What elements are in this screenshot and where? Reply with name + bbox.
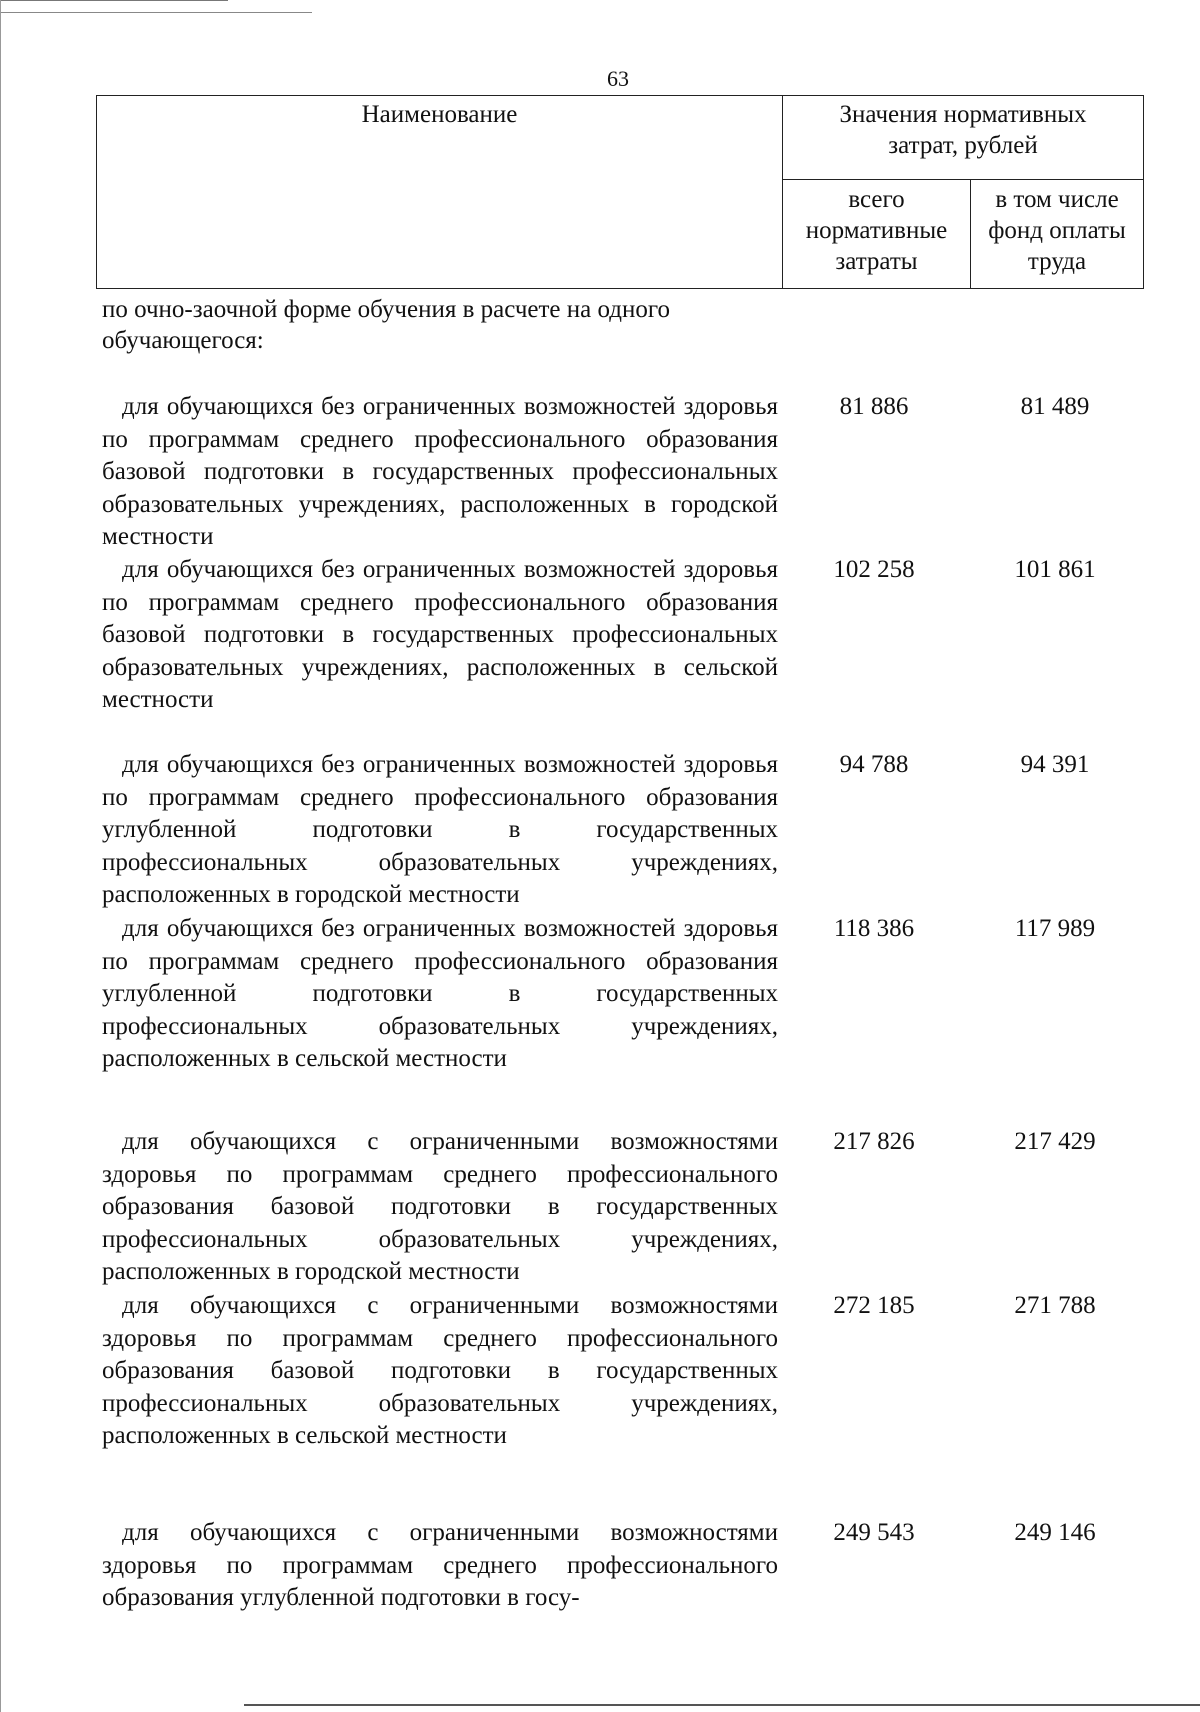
row-wage-fund: 117 989 <box>1014 915 1096 942</box>
column-header-values-line: Значения нормативных <box>839 101 1087 128</box>
row-total-cost: 272 185 <box>833 1292 915 1319</box>
row-description: для обучающихся с ограниченными возможностями здоровья по программам среднего профессионального образования базовой подготовки в государственных профессиональных образовательных учреждениях, расположенных в городской местности <box>102 1128 778 1285</box>
row-wage-fund: 217 429 <box>1014 1128 1096 1155</box>
row-total-cost: 81 886 <box>839 393 909 420</box>
row-total-cost: 118 386 <box>833 915 915 942</box>
row-total-cost: 249 543 <box>833 1519 915 1546</box>
scan-edge-top-secondary <box>0 12 312 13</box>
row-wage-fund: 271 788 <box>1014 1292 1096 1319</box>
row-wage-fund: 81 489 <box>1020 393 1090 420</box>
row-description: для обучающихся без ограниченных возможностей здоровья по программам среднего профессионального образования углубленной подготовки в государственных профессиональных образовательных учреждениях, расположенных в сельской местности <box>102 915 778 1072</box>
column-header-total <box>783 180 971 289</box>
scan-edge-top <box>0 0 228 1</box>
table-header <box>96 95 1144 289</box>
row-wage-fund: 101 861 <box>1014 556 1096 583</box>
column-header-total-line: затраты <box>835 248 918 275</box>
row-description: для обучающихся без ограниченных возможностей здоровья по программам среднего профессионального образования базовой подготовки в государственных профессиональных образовательных учреждениях, расположенных в сельской местности <box>102 556 778 713</box>
scan-edge-left <box>0 0 1 1712</box>
row-description: для обучающихся с ограниченными возможностями здоровья по программам среднего профессионального образования углубленной подготовки в госу- <box>102 1519 778 1611</box>
row-total-cost: 102 258 <box>833 556 915 583</box>
section-intro: по очно-заочной форме обучения в расчете на одного обучающегося: <box>102 296 671 354</box>
column-header-values <box>783 96 1144 180</box>
row-wage-fund: 94 391 <box>1020 751 1090 778</box>
column-header-total-line: всего <box>848 186 905 213</box>
row-description: для обучающихся без ограниченных возможностей здоровья по программам среднего профессионального образования базовой подготовки в государственных профессиональных образовательных учреждениях, расположенных в городской местности <box>102 393 778 550</box>
page-number: 63 <box>607 66 629 91</box>
row-total-cost: 217 826 <box>833 1128 915 1155</box>
column-header-fund <box>971 180 1144 289</box>
column-header-fund-line: фонд оплаты <box>988 217 1126 244</box>
column-header-values-line: затрат, рублей <box>888 132 1038 159</box>
column-header-name: Наименование <box>97 96 783 289</box>
row-total-cost: 94 788 <box>839 751 909 778</box>
row-description: для обучающихся без ограниченных возможностей здоровья по программам среднего профессионального образования углубленной подготовки в государственных профессиональных образовательных учреждениях, расположенных в городской местности <box>102 751 778 908</box>
scan-edge-bottom <box>244 1704 1200 1706</box>
column-header-total-line: нормативные <box>805 217 948 244</box>
column-header-fund-line: труда <box>1027 248 1087 275</box>
row-description: для обучающихся с ограниченными возможностями здоровья по программам среднего профессионального образования базовой подготовки в государственных профессиональных образовательных учреждениях, расположенных в сельской местности <box>102 1292 778 1449</box>
row-wage-fund: 249 146 <box>1014 1519 1096 1546</box>
column-header-fund-line: в том числе <box>995 186 1119 213</box>
